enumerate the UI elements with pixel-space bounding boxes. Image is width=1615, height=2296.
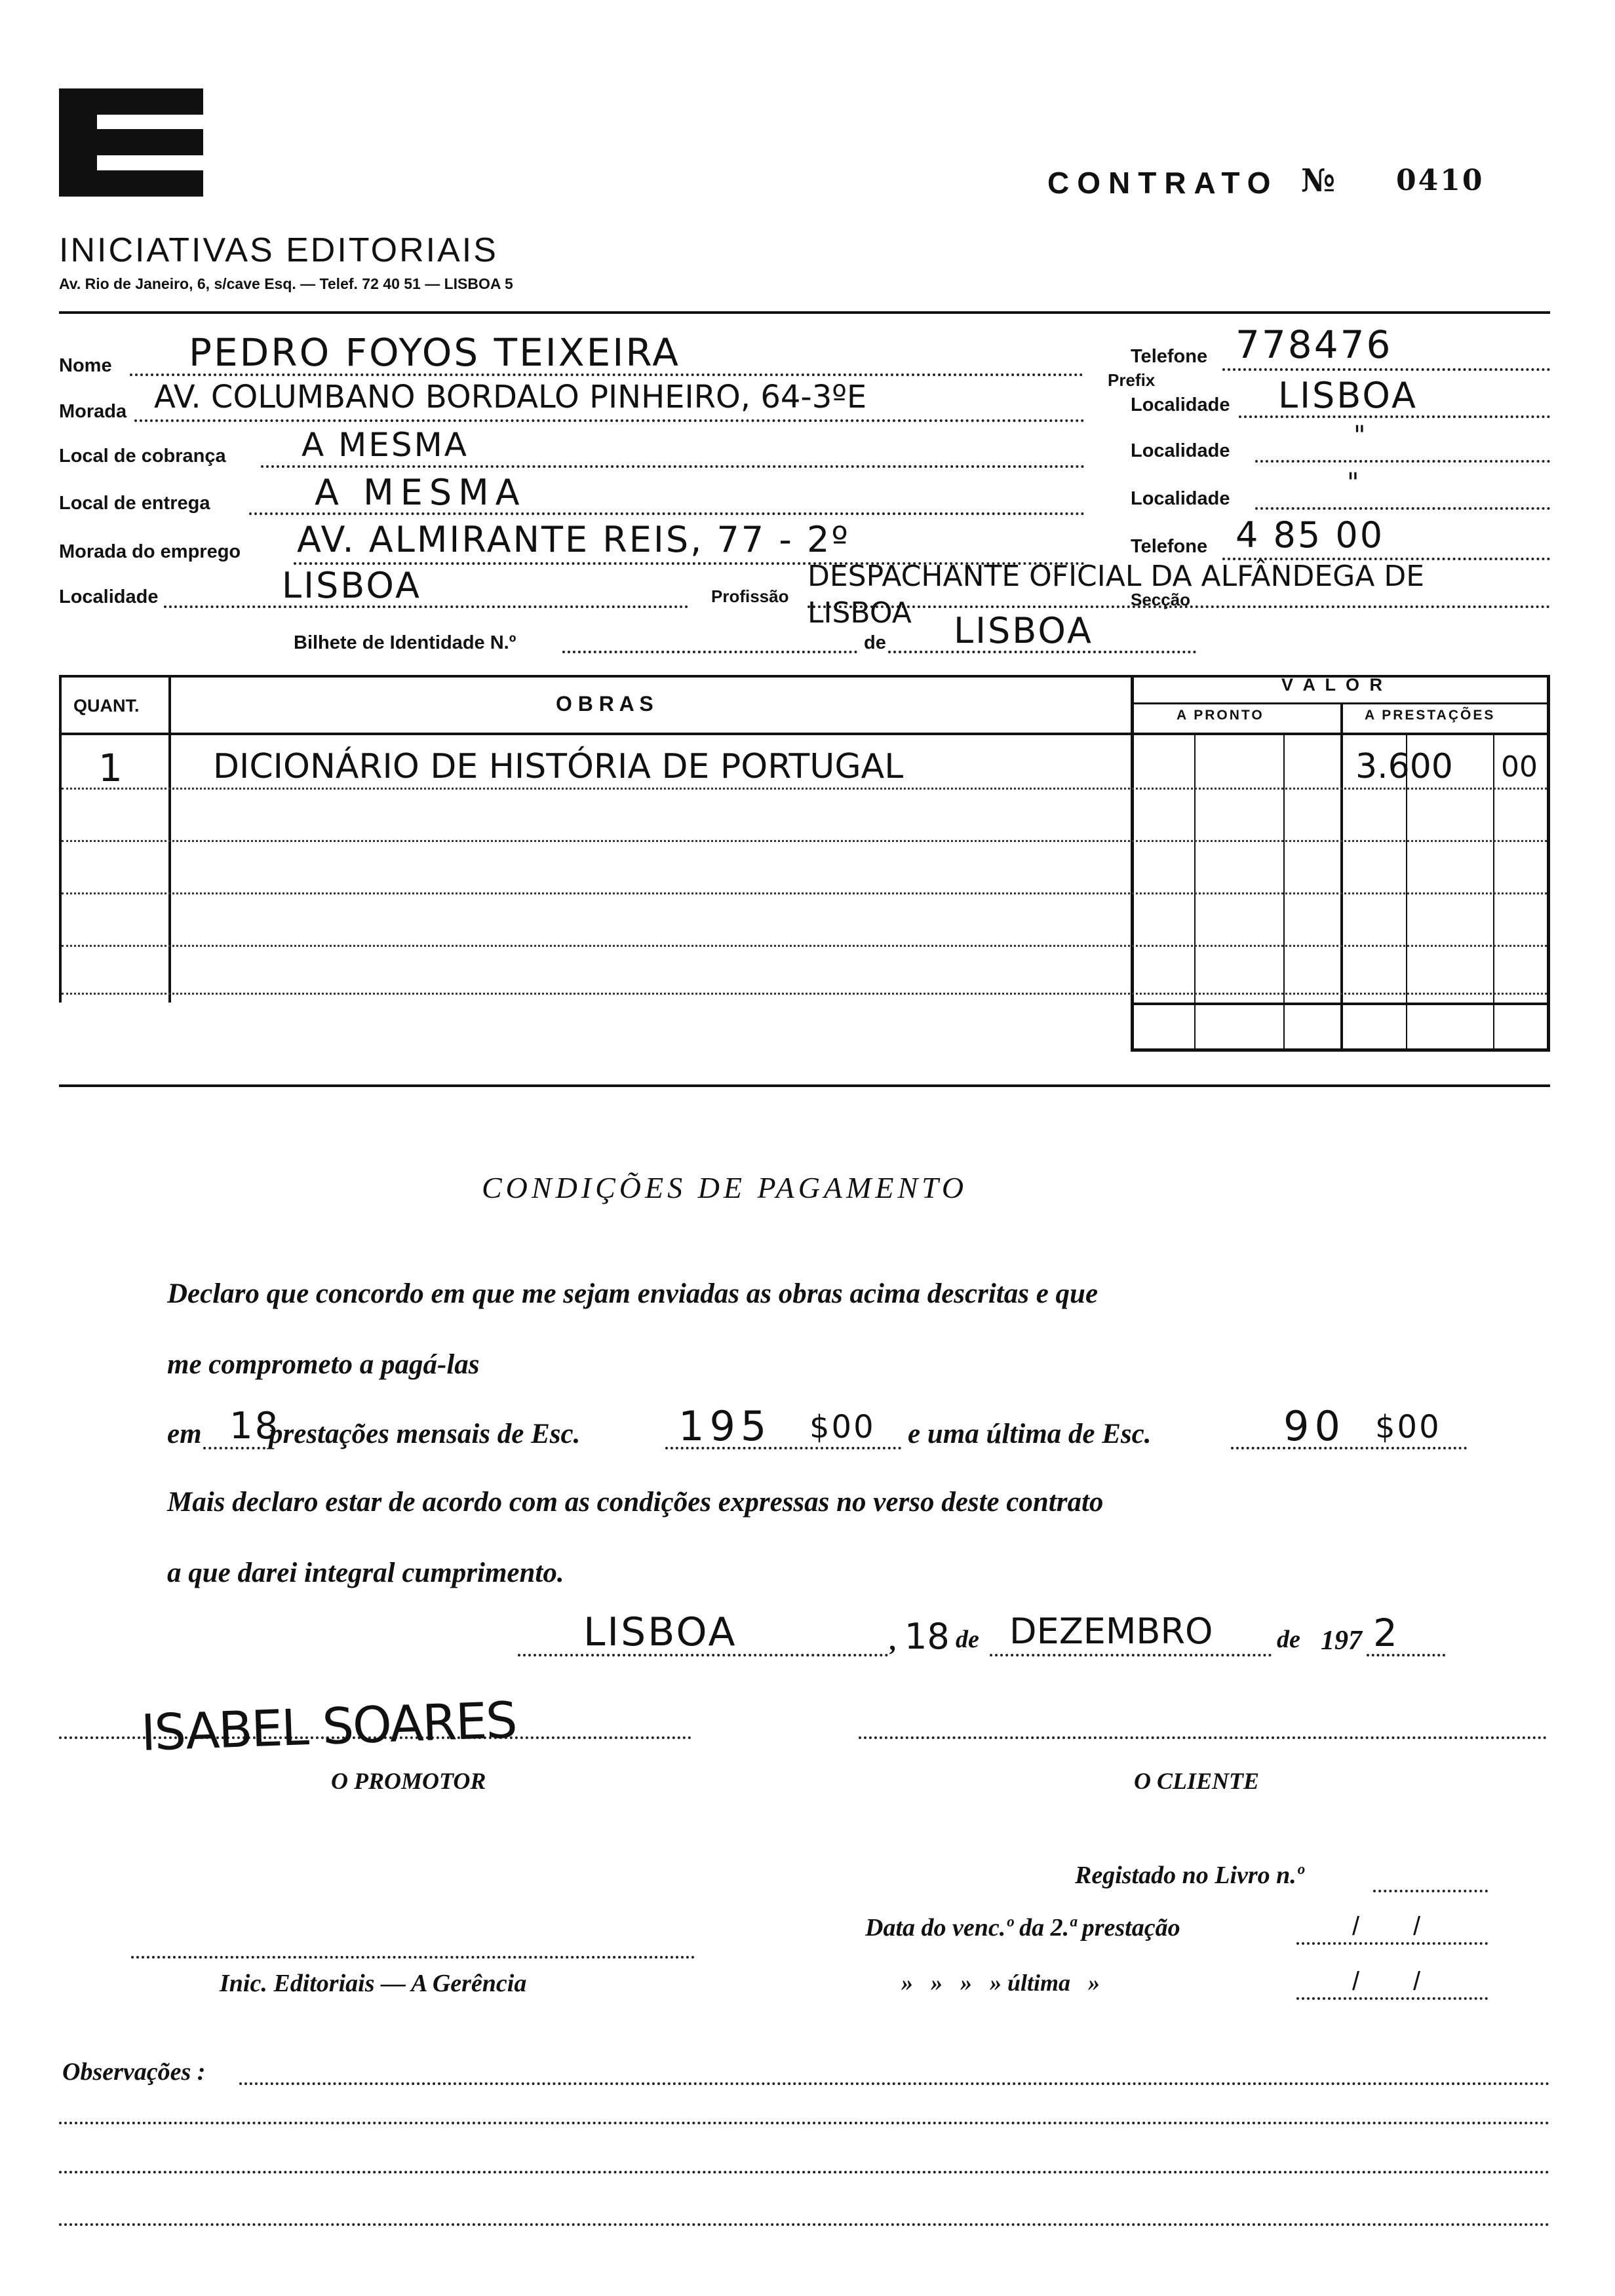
conditions-title: CONDIÇÕES DE PAGAMENTO bbox=[482, 1171, 968, 1204]
gerencia-label: Inic. Editoriais — A Gerência bbox=[220, 1970, 527, 1997]
bilhete-de-value: LISBOA bbox=[954, 610, 1093, 651]
valor-bottom-border bbox=[1131, 1048, 1550, 1052]
entrega-localidade-field[interactable] bbox=[1255, 467, 1550, 510]
telefone-emprego-value: 4 85 00 bbox=[1236, 514, 1385, 556]
conditions-line-2: me comprometo a pagá-las bbox=[167, 1349, 480, 1380]
conditions-line-4: Mais declaro estar de acordo com as condições expressas no verso deste contrato bbox=[167, 1487, 1104, 1518]
local-entrega-label: Local de entrega bbox=[59, 493, 210, 514]
table-row-rule bbox=[62, 945, 1547, 947]
localidade-emprego-value: LISBOA bbox=[282, 565, 421, 606]
valor-prestacao-field[interactable] bbox=[665, 1402, 901, 1450]
num-prestacoes-field[interactable] bbox=[203, 1405, 281, 1449]
month-value: DEZEMBRO bbox=[1009, 1611, 1213, 1652]
seccao-label: Secção bbox=[1131, 590, 1191, 609]
profissao-value: DESPACHANTE OFICIAL DA ALFÂNDEGA DE LISBOA bbox=[808, 560, 1424, 630]
month-field[interactable] bbox=[990, 1612, 1272, 1656]
observacoes-label: Observações : bbox=[62, 2058, 206, 2086]
conditions-line-1: Declaro que concordo em que me sejam enviadas as obras acima descritas e que bbox=[167, 1278, 1099, 1309]
local-entrega-field[interactable] bbox=[249, 473, 1085, 515]
nome-value: PEDRO FOYOS TEIXEIRA bbox=[189, 330, 680, 375]
company-logo bbox=[59, 88, 203, 197]
year-value: 2 bbox=[1373, 1611, 1399, 1655]
valor-ultima-cent: $00 bbox=[1375, 1409, 1441, 1445]
cobranca-localidade-field[interactable] bbox=[1255, 419, 1550, 463]
table-row-rule bbox=[62, 892, 1547, 894]
cobranca-localidade-label: Localidade bbox=[1131, 440, 1230, 461]
row-a-prestacoes-cent: 00 bbox=[1501, 750, 1538, 784]
row-quantity: 1 bbox=[98, 746, 125, 790]
quant-header: QUANT. bbox=[73, 696, 140, 716]
registado-field[interactable] bbox=[1373, 1862, 1488, 1892]
data-venc-slash-2: / bbox=[1413, 1912, 1421, 1941]
telefone-value: 778476 bbox=[1236, 322, 1393, 367]
cobranca-localidade-value: " bbox=[1353, 421, 1368, 451]
comma: , bbox=[890, 1626, 897, 1656]
company-address: Av. Rio de Janeiro, 6, s/cave Esq. — Telef. 72 40 51 — LISBOA 5 bbox=[59, 275, 513, 292]
year-prefix: 197 bbox=[1321, 1626, 1362, 1656]
number-sign: № bbox=[1301, 163, 1336, 199]
data-venc-label: Data do venc.º da 2.ª prestação bbox=[865, 1914, 1180, 1942]
row-obra: DICIONÁRIO DE HISTÓRIA DE PORTUGAL bbox=[213, 747, 904, 786]
bilhete-de-label: de bbox=[864, 632, 886, 653]
ultima-text: e uma última de Esc. bbox=[908, 1419, 1152, 1449]
promotor-label: O PROMOTOR bbox=[331, 1768, 486, 1794]
header-divider bbox=[59, 311, 1550, 314]
valor-ultima-field[interactable] bbox=[1231, 1402, 1467, 1450]
valor-mid-divider bbox=[1340, 702, 1343, 1052]
profissao-label: Profissão bbox=[711, 586, 789, 606]
registado-label: Registado no Livro n.º bbox=[1075, 1862, 1304, 1889]
contract-label: CONTRATO bbox=[1047, 166, 1279, 200]
place-field[interactable] bbox=[518, 1609, 888, 1656]
morada-value: AV. COLUMBANO BORDALO PINHEIRO, 64-3ºE bbox=[154, 379, 867, 415]
valor-prestacao-value: 195 bbox=[678, 1402, 772, 1450]
ultima-prestacao-label: » » » » última » bbox=[901, 1970, 1100, 1996]
telefone-label: Telefone bbox=[1131, 346, 1208, 367]
table-row-rule bbox=[62, 788, 1547, 790]
row-a-prestacoes-esc: 3.600 bbox=[1355, 747, 1453, 786]
promotor-signature: ISABEL SOARES bbox=[140, 1691, 517, 1762]
day-value: 18 bbox=[905, 1616, 950, 1657]
valor-header: V A L O R bbox=[1281, 675, 1386, 695]
observacoes-line-3[interactable] bbox=[59, 2146, 1550, 2173]
telefone-emprego-field[interactable] bbox=[1222, 514, 1550, 560]
localidade-emprego-label: Localidade bbox=[59, 586, 159, 607]
entrega-localidade-value: " bbox=[1347, 468, 1361, 498]
local-cobranca-value: A MESMA bbox=[302, 426, 469, 464]
ultima-slash-2: / bbox=[1413, 1967, 1421, 1996]
table-left-border bbox=[59, 675, 62, 1003]
morada-localidade-value: LISBOA bbox=[1278, 375, 1418, 416]
valor-left-border bbox=[1131, 675, 1134, 1052]
local-entrega-value: A MESMA bbox=[315, 472, 526, 513]
morada-emprego-label: Morada do emprego bbox=[59, 541, 241, 562]
de-text-2: de bbox=[1277, 1626, 1300, 1653]
bilhete-label: Bilhete de Identidade N.º bbox=[294, 632, 516, 653]
local-cobranca-field[interactable] bbox=[261, 426, 1085, 468]
contract-number: 0410 bbox=[1396, 164, 1485, 197]
de-text-1: de bbox=[956, 1626, 979, 1653]
morada-localidade-field[interactable] bbox=[1239, 375, 1550, 418]
table-row-rule bbox=[62, 993, 1547, 995]
quant-divider bbox=[168, 675, 171, 1003]
local-cobranca-label: Local de cobrança bbox=[59, 446, 226, 467]
morada-emprego-value: AV. ALMIRANTE REIS, 77 - 2º bbox=[297, 519, 850, 560]
morada-label: Morada bbox=[59, 401, 127, 422]
bilhete-de-field[interactable] bbox=[888, 610, 1196, 653]
cliente-label: O CLIENTE bbox=[1134, 1768, 1260, 1794]
valor-total-line bbox=[1131, 1003, 1550, 1005]
data-venc-slash-1: / bbox=[1352, 1912, 1360, 1941]
observacoes-line-4[interactable] bbox=[59, 2198, 1550, 2226]
place-value: LISBOA bbox=[583, 1609, 737, 1655]
a-pronto-header: A PRONTO bbox=[1177, 708, 1264, 723]
valor-prestacao-cent: $00 bbox=[809, 1409, 876, 1445]
prestacoes-text: prestações mensais de Esc. bbox=[269, 1419, 581, 1449]
table-section-divider bbox=[59, 1084, 1550, 1087]
obras-header: O B R A S bbox=[556, 692, 653, 716]
table-header-bottom bbox=[59, 733, 1550, 735]
gerencia-signature-line[interactable] bbox=[131, 1949, 695, 1959]
data-venc-field[interactable] bbox=[1296, 1912, 1488, 1945]
conditions-line-5: a que darei integral cumprimento. bbox=[167, 1558, 564, 1588]
num-prestacoes-value: 18 bbox=[229, 1405, 281, 1447]
table-right-border bbox=[1547, 675, 1550, 1052]
cliente-signature-line[interactable] bbox=[859, 1730, 1547, 1739]
valor-ultima-value: 90 bbox=[1283, 1402, 1346, 1450]
nome-label: Nome bbox=[59, 355, 112, 376]
ultima-prestacao-field[interactable] bbox=[1296, 1967, 1488, 2000]
em-text: em bbox=[167, 1419, 202, 1449]
entrega-localidade-label: Localidade bbox=[1131, 488, 1230, 509]
telefone-emprego-label: Telefone bbox=[1131, 536, 1208, 557]
observacoes-line-2[interactable] bbox=[59, 2097, 1550, 2124]
morada-prefix: Prefix bbox=[1108, 370, 1156, 390]
company-name: INICIATIVAS EDITORIAIS bbox=[59, 231, 498, 269]
telefone-field[interactable] bbox=[1222, 322, 1550, 371]
a-prestacoes-header: A PRESTAÇÕES bbox=[1365, 708, 1496, 723]
morada-field[interactable] bbox=[134, 375, 1085, 422]
year-field[interactable] bbox=[1367, 1613, 1445, 1656]
observacoes-line-1[interactable] bbox=[239, 2057, 1550, 2085]
morada-localidade-label: Localidade bbox=[1131, 394, 1230, 415]
nome-field[interactable] bbox=[130, 328, 1083, 376]
ultima-slash-1: / bbox=[1352, 1967, 1360, 1996]
table-row-rule bbox=[62, 840, 1547, 842]
bilhete-field[interactable] bbox=[562, 613, 857, 653]
localidade-emprego-field[interactable] bbox=[164, 565, 688, 608]
